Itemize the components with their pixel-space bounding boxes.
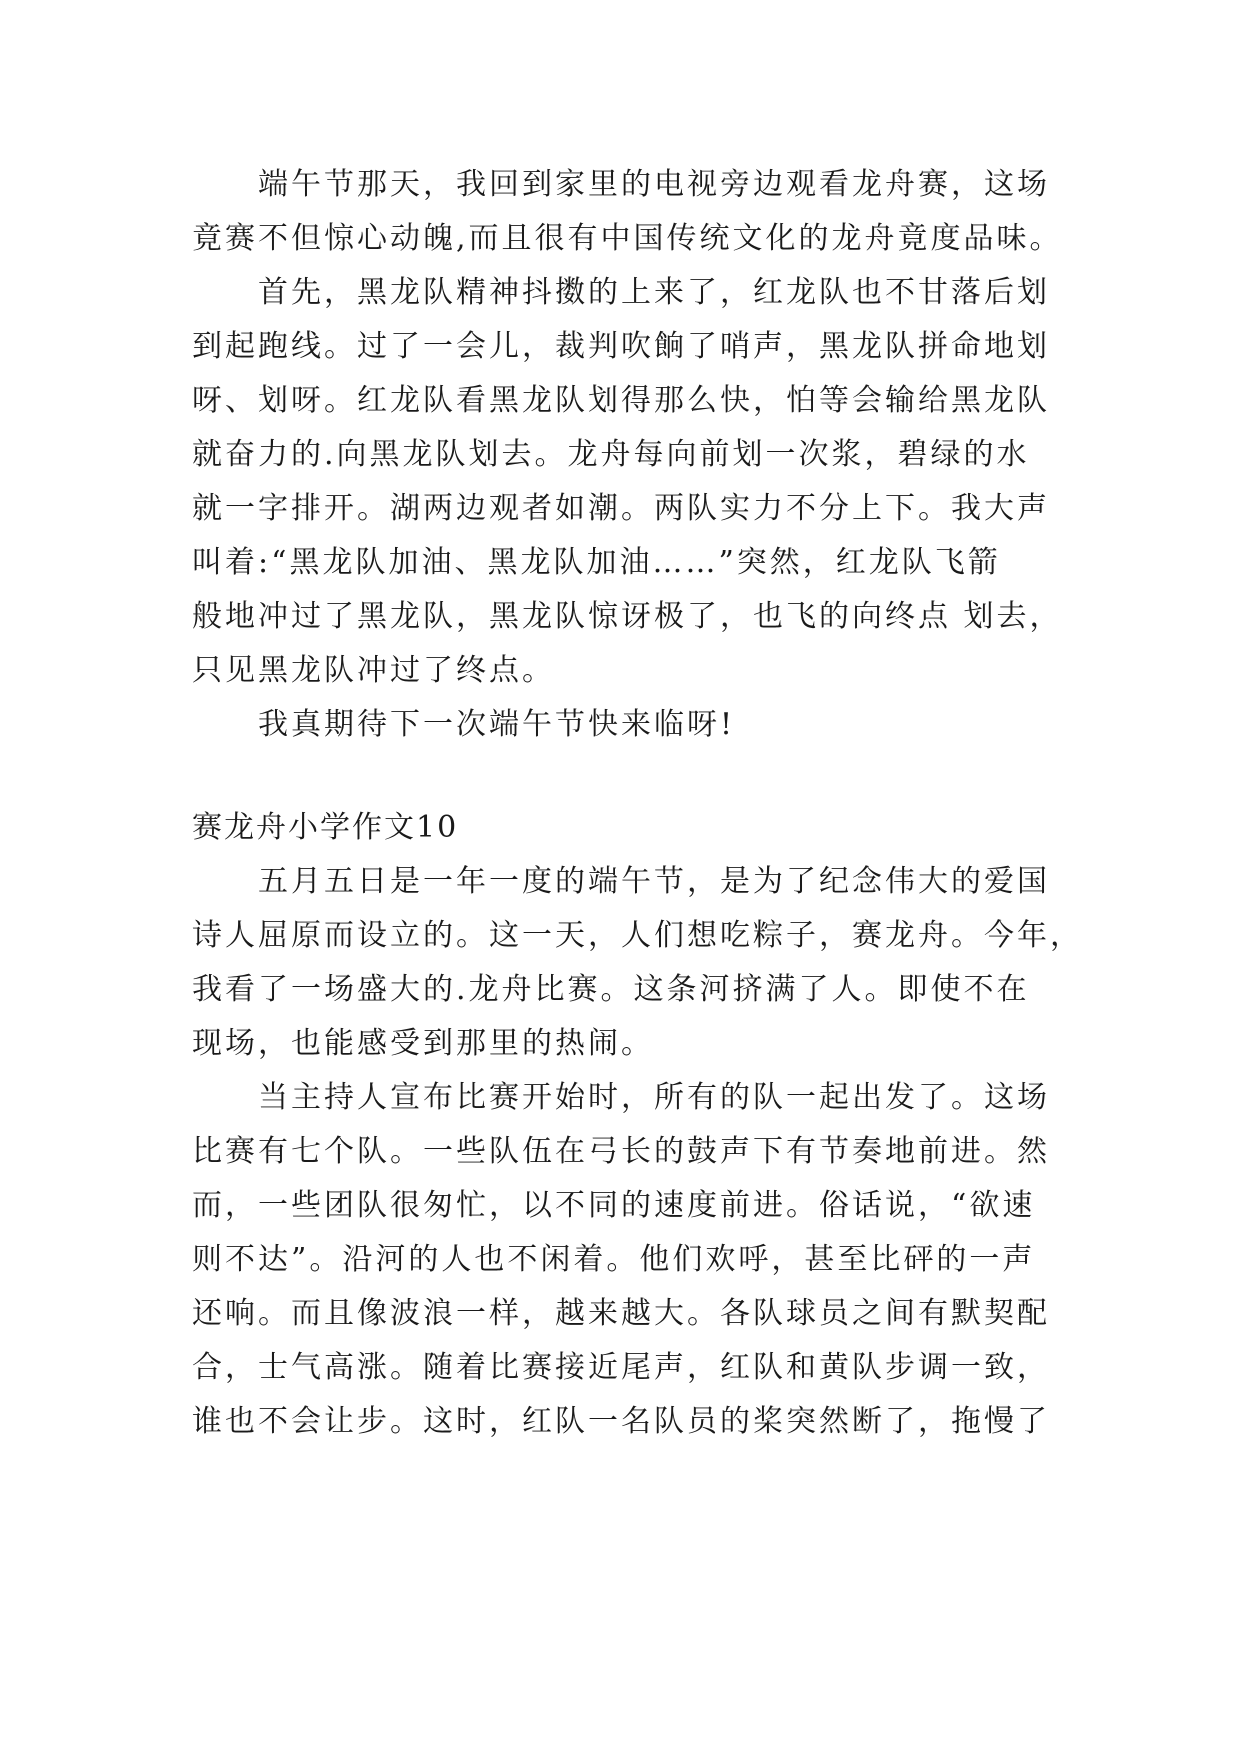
paragraph-line: 我看了一场盛大的.龙舟比赛。这条河挤满了人。即使不在 [192, 972, 1030, 1007]
paragraph-line: 叫着:“黑龙队加油、黑龙队加油……”突然，红龙队飞箭 [192, 545, 1001, 580]
paragraph-line: 合，士气高涨。随着比赛接近尾声，红队和黄队步调一致， [192, 1350, 1050, 1385]
paragraph-line: 当主持人宣布比赛开始时，所有的队一起出发了。这场 [258, 1080, 1050, 1115]
paragraph-line: 诗人屈原而设立的。这一天，人们想吃粽子，赛龙舟。今年， [192, 918, 1083, 953]
paragraph-line: 就奋力的.向黑龙队划去。龙舟每向前划一次浆，碧绿的水 [192, 437, 1030, 472]
paragraph-line: 般地冲过了黑龙队，黑龙队惊讶极了，也飞的向终点 划去， [192, 599, 1063, 634]
section-title: 赛龙舟小学作文10 [192, 810, 459, 845]
paragraph-line: 呀、划呀。红龙队看黑龙队划得那么快，怕等会输给黑龙队 [192, 383, 1050, 418]
paragraph-line: 现场，也能感受到那里的热闹。 [192, 1026, 654, 1061]
paragraph-line: 端午节那天，我回到家里的电视旁边观看龙舟赛，这场 [258, 167, 1050, 202]
paragraph-line: 首先，黑龙队精神抖擞的上来了，红龙队也不甘落后划 [258, 275, 1050, 310]
paragraph-line: 谁也不会让步。这时，红队一名队员的桨突然断了，拖慢了 [192, 1404, 1050, 1439]
paragraph-line: 而，一些团队很匆忙，以不同的速度前进。俗话说，“欲速 [192, 1188, 1036, 1223]
paragraph-line: 比赛有七个队。一些队伍在弓长的鼓声下有节奏地前进。然 [192, 1134, 1050, 1169]
paragraph-line: 我真期待下一次端午节快来临呀! [258, 707, 736, 742]
paragraph-line: 则不达”。沿河的人也不闲着。他们欢呼，甚至比砰的一声 [192, 1242, 1036, 1277]
paragraph-line: 还响。而且像波浪一样，越来越大。各队球员之间有默契配 [192, 1296, 1050, 1331]
paragraph-line: 五月五日是一年一度的端午节，是为了纪念伟大的爱国 [258, 864, 1050, 899]
paragraph-line: 到起跑线。过了一会儿，裁判吹餉了哨声，黑龙队拼命地划 [192, 329, 1050, 364]
paragraph-line: 就一字排开。湖两边观者如潮。两队实力不分上下。我大声 [192, 491, 1050, 526]
paragraph-line: 只见黑龙队冲过了终点。 [192, 653, 555, 688]
paragraph-line: 竟赛不但惊心动魄,而且很有中国传统文化的龙舟竟度品味。 [192, 221, 1063, 256]
